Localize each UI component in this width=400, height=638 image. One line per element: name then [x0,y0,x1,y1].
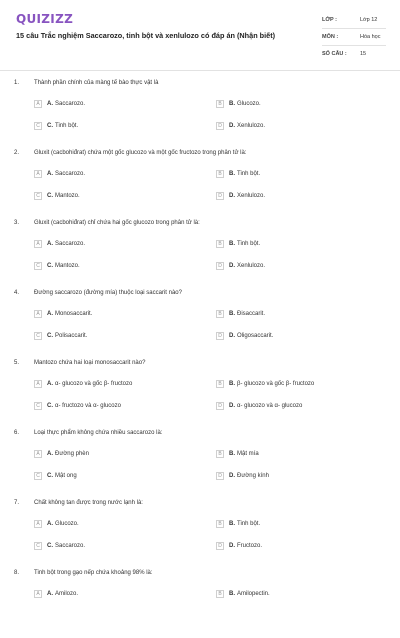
meta-row-class [322,12,386,29]
option-text: Glucozo. [237,101,261,107]
option-text: Mật ong [55,473,77,479]
option-letter: D. [229,123,235,129]
option-checkbox[interactable]: B [216,240,224,248]
meta-label: LỚP : [322,17,337,23]
option-letter: D. [229,333,235,339]
option-checkbox[interactable]: C [34,542,42,550]
option-letter: C. [47,193,53,199]
answer-option-a[interactable] [34,308,184,320]
option-text: Fructozo. [237,543,263,549]
question-item [0,428,400,498]
option-letter: B. [229,591,235,597]
answer-option-c[interactable] [34,330,184,342]
option-text: α- fructozo và α- glucozo [55,403,121,409]
question-number: 4. [14,290,20,296]
option-checkbox[interactable]: A [34,170,42,178]
option-checkbox[interactable]: B [216,310,224,318]
question-item [0,358,400,428]
option-checkbox[interactable]: B [216,380,224,388]
answer-option-b[interactable] [216,168,366,180]
question-number: 2. [14,150,20,156]
answer-option-c[interactable] [34,190,184,202]
answer-option-a[interactable] [34,238,184,250]
worksheet-header [0,0,400,71]
option-letter: B. [229,311,235,317]
meta-value: Hóa học [360,34,381,40]
meta-value: Lớp 12 [360,17,378,23]
question-item [0,148,400,218]
question-number: 7. [14,500,20,506]
answer-option-b[interactable] [216,238,366,250]
option-checkbox[interactable]: C [34,262,42,270]
option-text: α- glucozo và α- glucozo [237,403,303,409]
worksheet-title: 15 câu Trắc nghiệm Saccarozo, tinh bột và xenlulozo có đáp án (Nhận biết) [16,31,276,40]
answer-option-d[interactable] [216,190,366,202]
option-letter: A. [47,591,53,597]
option-text: Đường phèn [55,451,89,457]
answer-option-d[interactable] [216,540,366,552]
question-text: Chất không tan được trong nước lạnh là: [34,500,143,506]
option-checkbox[interactable]: C [34,122,42,130]
answer-option-a[interactable] [34,518,184,530]
question-text: Loại thực phẩm không chứa nhiều saccarozo là: [34,430,163,436]
option-letter: B. [229,381,235,387]
option-checkbox[interactable]: D [216,332,224,340]
option-checkbox[interactable]: D [216,122,224,130]
option-checkbox[interactable]: D [216,262,224,270]
question-text: Tinh bột trong gạo nếp chứa khoảng 98% là: [34,570,153,576]
option-checkbox[interactable]: A [34,520,42,528]
option-checkbox[interactable]: D [216,402,224,410]
option-text: Glucozo. [55,521,79,527]
answer-option-a[interactable] [34,98,184,110]
option-checkbox[interactable]: B [216,520,224,528]
meta-row-subject [322,29,386,46]
option-letter: A. [47,381,53,387]
option-checkbox[interactable]: A [34,380,42,388]
option-text: Oligosaccarit. [237,333,274,339]
option-letter: D. [229,263,235,269]
answer-option-b[interactable] [216,448,366,460]
answer-option-c[interactable] [34,470,184,482]
option-text: Đường kính [237,473,269,479]
question-number: 6. [14,430,20,436]
option-checkbox[interactable]: B [216,100,224,108]
question-text: Thành phần chính của màng tế bào thực vật là [34,80,159,86]
option-text: Xenlulozo. [237,263,266,269]
question-text: Gluxit (cacbohiđrat) chỉ chứa hai gốc glucozo trong phân tử là: [34,220,200,226]
answer-option-d[interactable] [216,260,366,272]
option-letter: C. [47,263,53,269]
question-text: Mantozo chứa hai loại monosaccarit nào? [34,360,146,366]
option-letter: C. [47,543,53,549]
meta-value: 15 [360,51,367,57]
question-number: 5. [14,360,20,366]
answer-option-a[interactable] [34,378,184,390]
answer-option-b[interactable] [216,588,366,600]
option-text: α- glucozo và gốc β- fructozo [55,381,133,387]
option-text: Amilozo. [55,591,79,597]
option-text: Amilopectin. [237,591,270,597]
option-text: Tinh bột. [55,123,79,129]
option-checkbox[interactable]: D [216,192,224,200]
option-text: Xenlulozo. [237,123,266,129]
option-letter: C. [47,473,53,479]
question-item [0,288,400,358]
meta-label: MÔN : [322,34,339,40]
option-checkbox[interactable]: A [34,590,42,598]
option-letter: B. [229,451,235,457]
option-checkbox[interactable]: B [216,170,224,178]
option-letter: D. [229,193,235,199]
option-checkbox[interactable]: C [34,192,42,200]
question-item [0,568,400,638]
option-text: Mantozo. [55,193,80,199]
option-letter: A. [47,101,53,107]
option-letter: C. [47,333,53,339]
answer-option-d[interactable] [216,330,366,342]
question-item [0,218,400,288]
option-text: Tinh bột. [237,171,261,177]
answer-option-a[interactable] [34,448,184,460]
option-letter: B. [229,241,235,247]
option-text: Tinh bột. [237,241,261,247]
answer-option-a[interactable] [34,168,184,180]
option-checkbox[interactable]: D [216,472,224,480]
option-letter: A. [47,241,53,247]
question-text: Gluxit (cacbohiđrat) chứa một gốc glucozo và một gốc fructozo trong phân tử là: [34,150,247,156]
option-letter: C. [47,123,53,129]
option-text: Saccarozo. [55,241,86,247]
answer-option-c[interactable] [34,540,184,552]
question-number: 1. [14,80,20,86]
question-item [0,78,400,148]
option-text: Mantozo. [55,263,80,269]
answer-option-b[interactable] [216,308,366,320]
option-checkbox[interactable]: B [216,590,224,598]
option-text: Saccarozo. [55,171,86,177]
option-letter: A. [47,311,53,317]
option-letter: B. [229,521,235,527]
answer-option-d[interactable] [216,470,366,482]
question-list [0,78,400,638]
option-letter: D. [229,543,235,549]
option-text: Mật mía [237,451,259,457]
option-text: Polisaccarit. [55,333,88,339]
option-text: Xenlulozo. [237,193,266,199]
question-number: 8. [14,570,20,576]
option-checkbox[interactable]: A [34,450,42,458]
option-text: Đisaccarit. [237,311,266,317]
option-text: β- glucozo và gốc β- fructozo [237,381,315,387]
answer-option-a[interactable] [34,588,184,600]
option-checkbox[interactable]: A [34,240,42,248]
question-text: Đường saccarozo (đường mía) thuộc loại saccarit nào? [34,290,182,296]
option-letter: A. [47,451,53,457]
option-letter: B. [229,101,235,107]
question-number: 3. [14,220,20,226]
worksheet-meta [322,12,386,62]
option-letter: C. [47,403,53,409]
option-text: Monosaccarit. [55,311,93,317]
answer-option-c[interactable] [34,400,184,412]
quizizz-logo[interactable]: QUIZIZZ [16,12,74,26]
answer-option-b[interactable] [216,98,366,110]
question-item [0,498,400,568]
option-checkbox[interactable]: C [34,332,42,340]
option-letter: A. [47,171,53,177]
option-letter: D. [229,473,235,479]
option-text: Saccarozo. [55,101,86,107]
option-letter: A. [47,521,53,527]
answer-option-b[interactable] [216,378,366,390]
answer-option-d[interactable] [216,400,366,412]
answer-option-c[interactable] [34,120,184,132]
option-checkbox[interactable]: C [34,402,42,410]
option-checkbox[interactable]: D [216,542,224,550]
meta-row-count [322,46,386,62]
answer-option-c[interactable] [34,260,184,272]
option-checkbox[interactable]: A [34,100,42,108]
option-text: Tinh bột. [237,521,261,527]
meta-label: SỐ CÂU : [322,51,347,57]
answer-option-d[interactable] [216,120,366,132]
option-checkbox[interactable]: B [216,450,224,458]
option-letter: B. [229,171,235,177]
option-checkbox[interactable]: C [34,472,42,480]
option-text: Saccarozo. [55,543,86,549]
option-letter: D. [229,403,235,409]
answer-option-b[interactable] [216,518,366,530]
option-checkbox[interactable]: A [34,310,42,318]
